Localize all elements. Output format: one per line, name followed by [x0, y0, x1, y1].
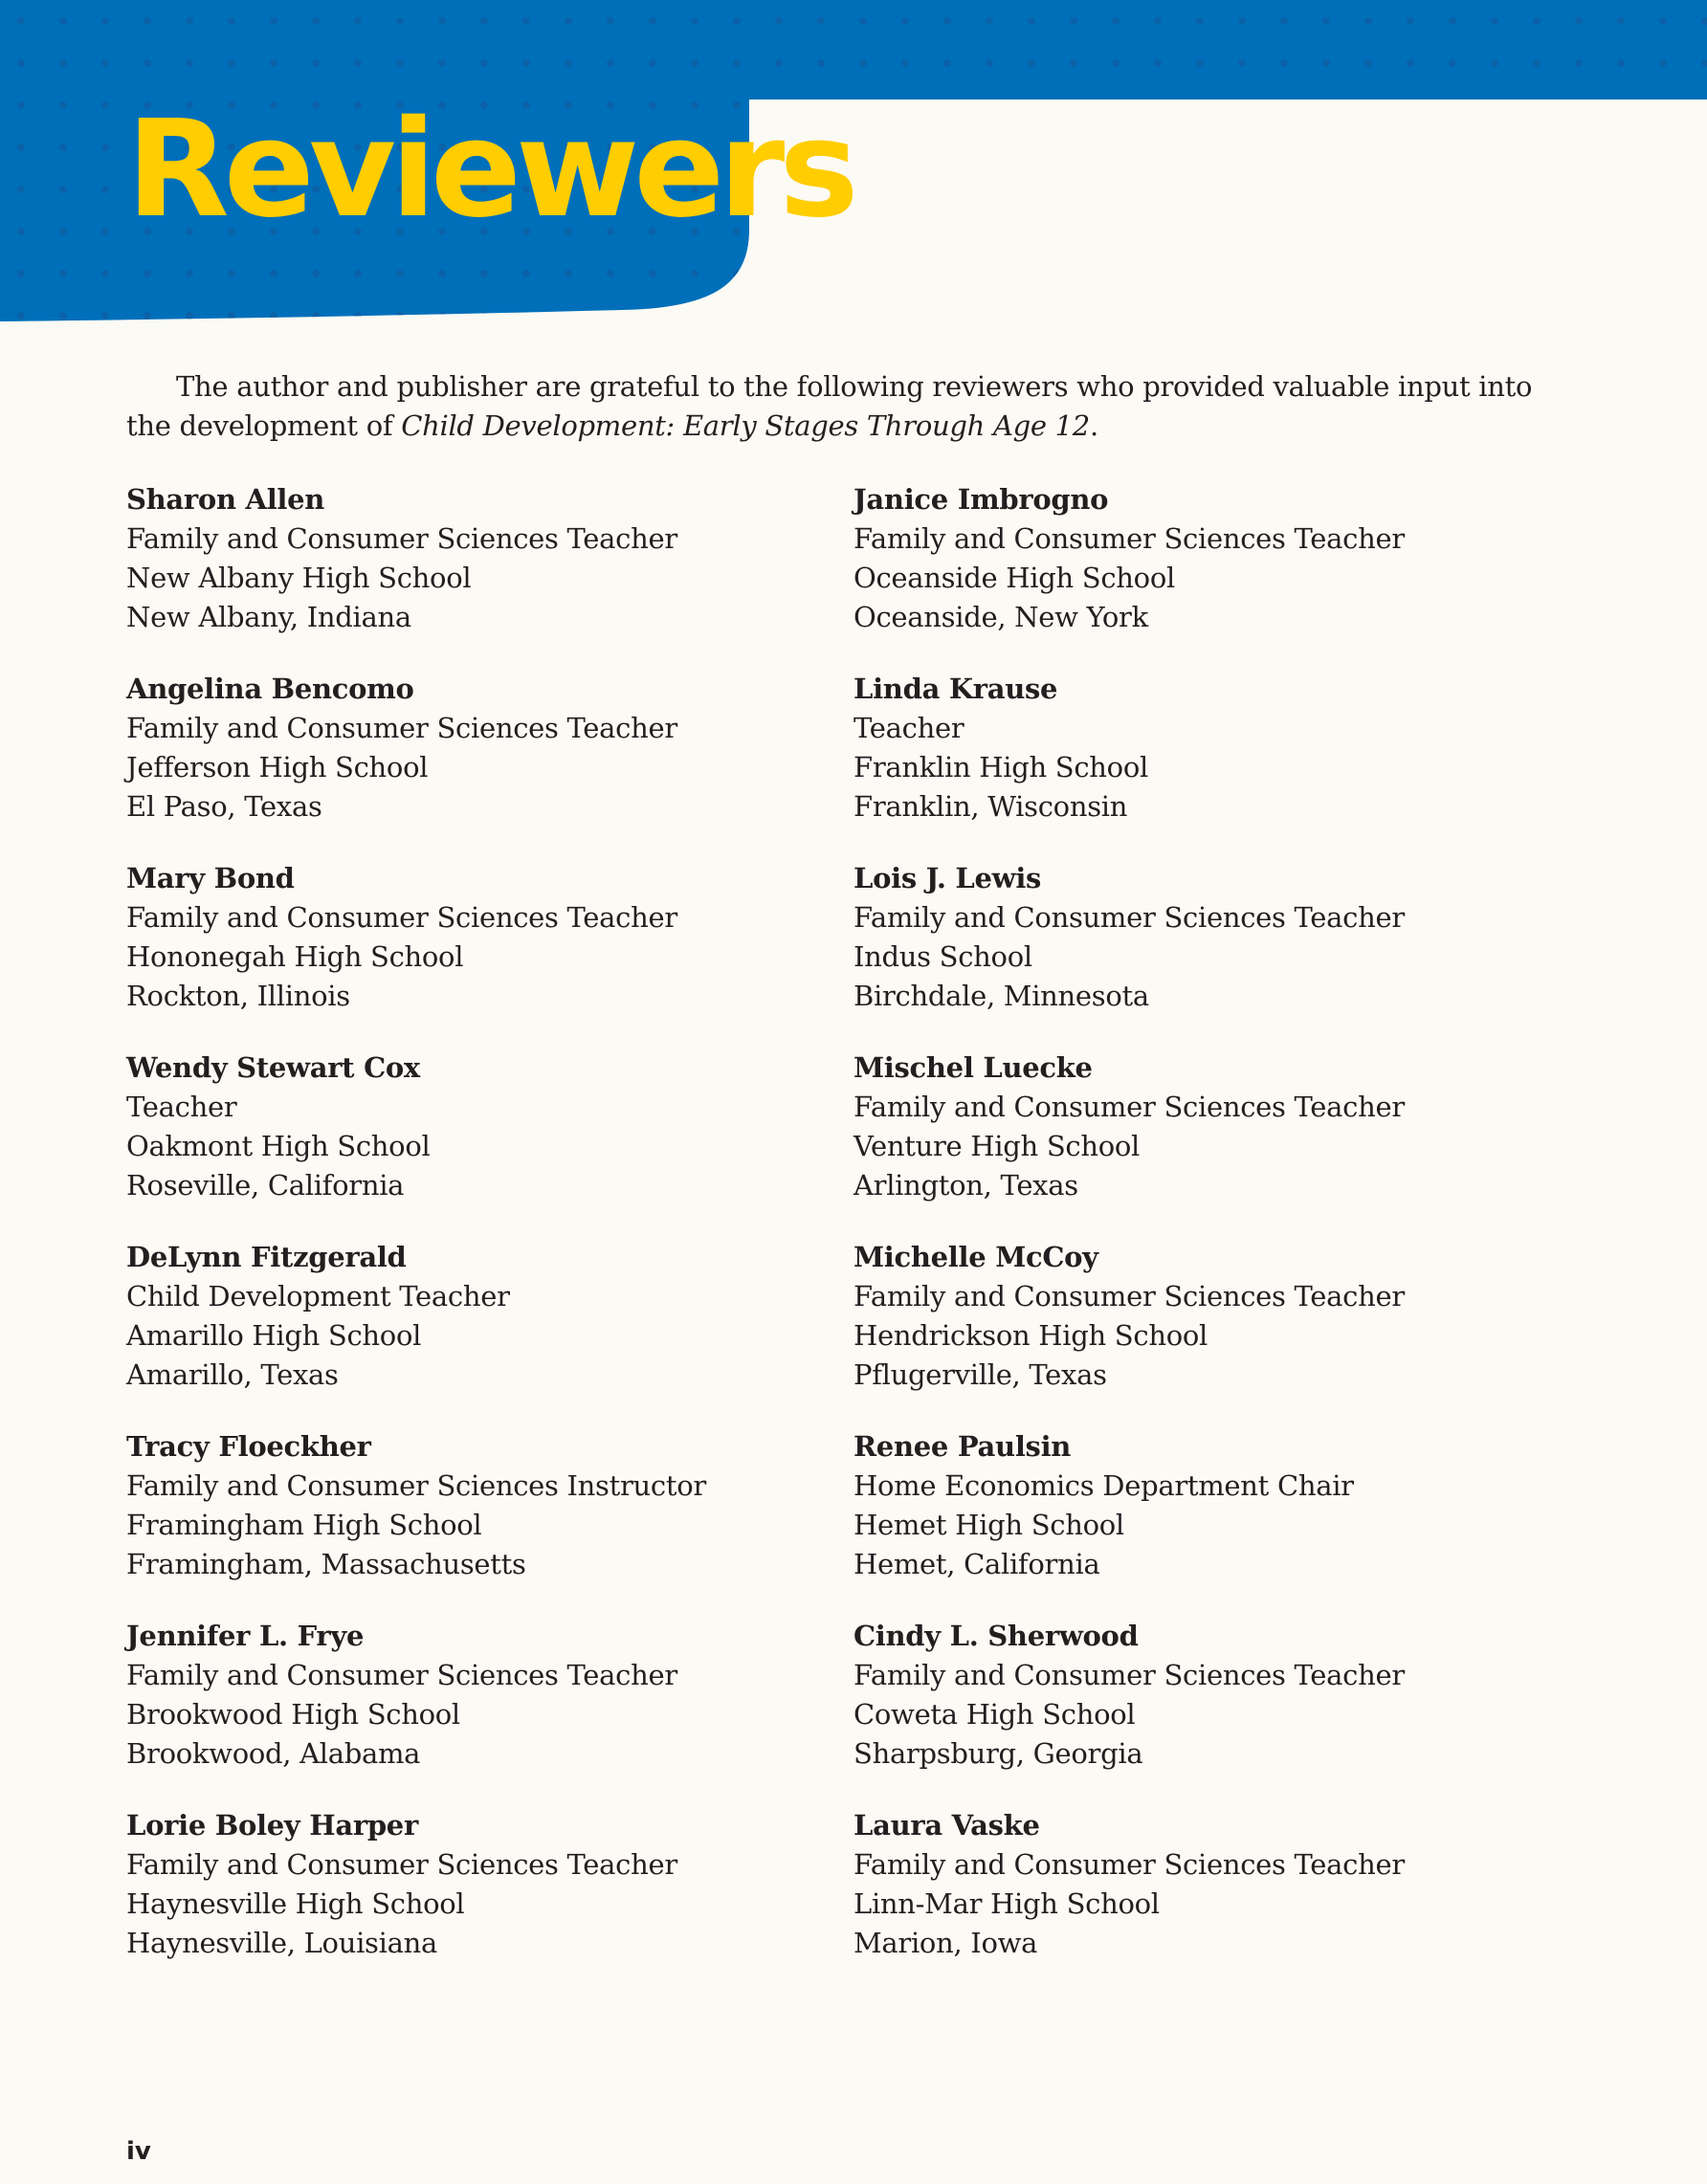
reviewer-entry: [126, 1617, 854, 1806]
reviewer-location: Brookwood, Alabama: [126, 1737, 421, 1770]
reviewer-entry: [126, 1806, 854, 1996]
reviewer-role: Home Economics Department Chair: [854, 1469, 1354, 1502]
page-number: iv: [126, 2137, 151, 2166]
reviewer-location: Pflugerville, Texas: [854, 1358, 1107, 1391]
reviewer-school: Oakmont High School: [126, 1130, 431, 1162]
reviewer-location: Franklin, Wisconsin: [854, 790, 1128, 823]
reviewer-entry: [126, 670, 854, 859]
reviewer-school: New Albany High School: [126, 562, 472, 594]
reviewer-location: Framingham, Massachusetts: [126, 1548, 526, 1580]
reviewer-location: Sharpsburg, Georgia: [854, 1737, 1143, 1770]
reviewer-school: Framingham High School: [126, 1509, 482, 1541]
reviewer-school: Indus School: [854, 940, 1032, 973]
reviewer-role: Family and Consumer Sciences Teacher: [854, 1659, 1405, 1691]
reviewer-name: Renee Paulsin: [854, 1430, 1072, 1463]
intro-paragraph: [126, 367, 1581, 446]
reviewer-location: Amarillo, Texas: [126, 1358, 339, 1391]
reviewer-school: Hemet High School: [854, 1509, 1124, 1541]
reviewer-name: Cindy L. Sherwood: [854, 1620, 1139, 1652]
reviewer-role: Family and Consumer Sciences Teacher: [126, 522, 677, 555]
book-title: Child Development: Early Stages Through Age 12: [401, 409, 1090, 442]
reviewer-school: Hendrickson High School: [854, 1319, 1208, 1352]
reviewer-role: Teacher: [126, 1091, 237, 1123]
reviewer-role: Family and Consumer Sciences Teacher: [126, 1848, 677, 1881]
reviewer-location: Oceanside, New York: [854, 601, 1148, 633]
reviewer-school: Oceanside High School: [854, 562, 1175, 594]
reviewer-school: Hononegah High School: [126, 940, 464, 973]
reviewer-location: Arlington, Texas: [854, 1169, 1078, 1202]
reviewer-role: Child Development Teacher: [126, 1280, 510, 1313]
page-title: Reviewers: [126, 92, 854, 248]
reviewer-entry: [854, 1427, 1581, 1617]
reviewer-school: Jefferson High School: [126, 751, 429, 783]
reviewer-name: Michelle McCoy: [854, 1241, 1098, 1273]
reviewer-role: Family and Consumer Sciences Instructor: [126, 1469, 706, 1502]
reviewer-entry: [854, 1238, 1581, 1427]
reviewer-location: Rockton, Illinois: [126, 980, 350, 1012]
reviewer-location: Roseville, California: [126, 1169, 405, 1202]
reviewer-school: Haynesville High School: [126, 1887, 465, 1920]
reviewer-entry: [126, 1048, 854, 1238]
reviewer-entry: [854, 1048, 1581, 1238]
reviewer-entry: [126, 1427, 854, 1617]
reviewer-name: Sharon Allen: [126, 483, 325, 516]
reviewer-name: Tracy Floeckher: [126, 1430, 371, 1463]
reviewer-role: Family and Consumer Sciences Teacher: [854, 1280, 1405, 1313]
reviewer-school: Brookwood High School: [126, 1698, 460, 1731]
reviewer-entry: [854, 1806, 1581, 1996]
reviewer-school: Venture High School: [854, 1130, 1140, 1162]
reviewer-location: Marion, Iowa: [854, 1927, 1038, 1959]
reviewer-school: Amarillo High School: [126, 1319, 422, 1352]
reviewer-school: Franklin High School: [854, 751, 1148, 783]
reviewer-name: Lois J. Lewis: [854, 862, 1042, 894]
reviewer-name: Angelina Bencomo: [126, 673, 414, 705]
reviewer-entry: [126, 859, 854, 1048]
header-banner: [0, 0, 1707, 325]
reviewer-name: Jennifer L. Frye: [126, 1620, 365, 1652]
intro-end: .: [1089, 409, 1098, 442]
reviewer-location: Hemet, California: [854, 1548, 1100, 1580]
reviewer-role: Family and Consumer Sciences Teacher: [854, 522, 1405, 555]
reviewer-role: Teacher: [854, 712, 964, 744]
reviewer-entry: [126, 1238, 854, 1427]
reviewer-name: Janice Imbrogno: [854, 483, 1109, 516]
reviewer-entry: [854, 670, 1581, 859]
reviewer-entry: [854, 480, 1581, 670]
reviewer-entry: [854, 859, 1581, 1048]
reviewer-role: Family and Consumer Sciences Teacher: [854, 1091, 1405, 1123]
reviewer-location: Haynesville, Louisiana: [126, 1927, 437, 1959]
reviewer-location: Birchdale, Minnesota: [854, 980, 1149, 1012]
reviewer-name: Linda Krause: [854, 673, 1058, 705]
reviewer-name: Laura Vaske: [854, 1809, 1040, 1842]
reviewer-school: Coweta High School: [854, 1698, 1136, 1731]
reviewer-name: Lorie Boley Harper: [126, 1809, 418, 1842]
reviewer-name: DeLynn Fitzgerald: [126, 1241, 407, 1273]
reviewer-entry: [126, 480, 854, 670]
reviewers-left-column: [126, 480, 854, 1996]
reviewer-name: Wendy Stewart Cox: [126, 1051, 420, 1084]
reviewer-name: Mischel Luecke: [854, 1051, 1093, 1084]
reviewer-location: New Albany, Indiana: [126, 601, 411, 633]
reviewer-role: Family and Consumer Sciences Teacher: [854, 1848, 1405, 1881]
reviewer-role: Family and Consumer Sciences Teacher: [126, 901, 677, 934]
reviewers-right-column: [854, 480, 1581, 1996]
reviewer-entry: [854, 1617, 1581, 1806]
reviewer-name: Mary Bond: [126, 862, 295, 894]
reviewer-school: Linn-Mar High School: [854, 1887, 1160, 1920]
reviewer-role: Family and Consumer Sciences Teacher: [126, 1659, 677, 1691]
reviewer-location: El Paso, Texas: [126, 790, 322, 823]
intro-text: The author and publisher are grateful to the following reviewers who provided valuable input into the development of: [126, 370, 1533, 442]
reviewer-role: Family and Consumer Sciences Teacher: [126, 712, 677, 744]
reviewer-role: Family and Consumer Sciences Teacher: [854, 901, 1405, 934]
